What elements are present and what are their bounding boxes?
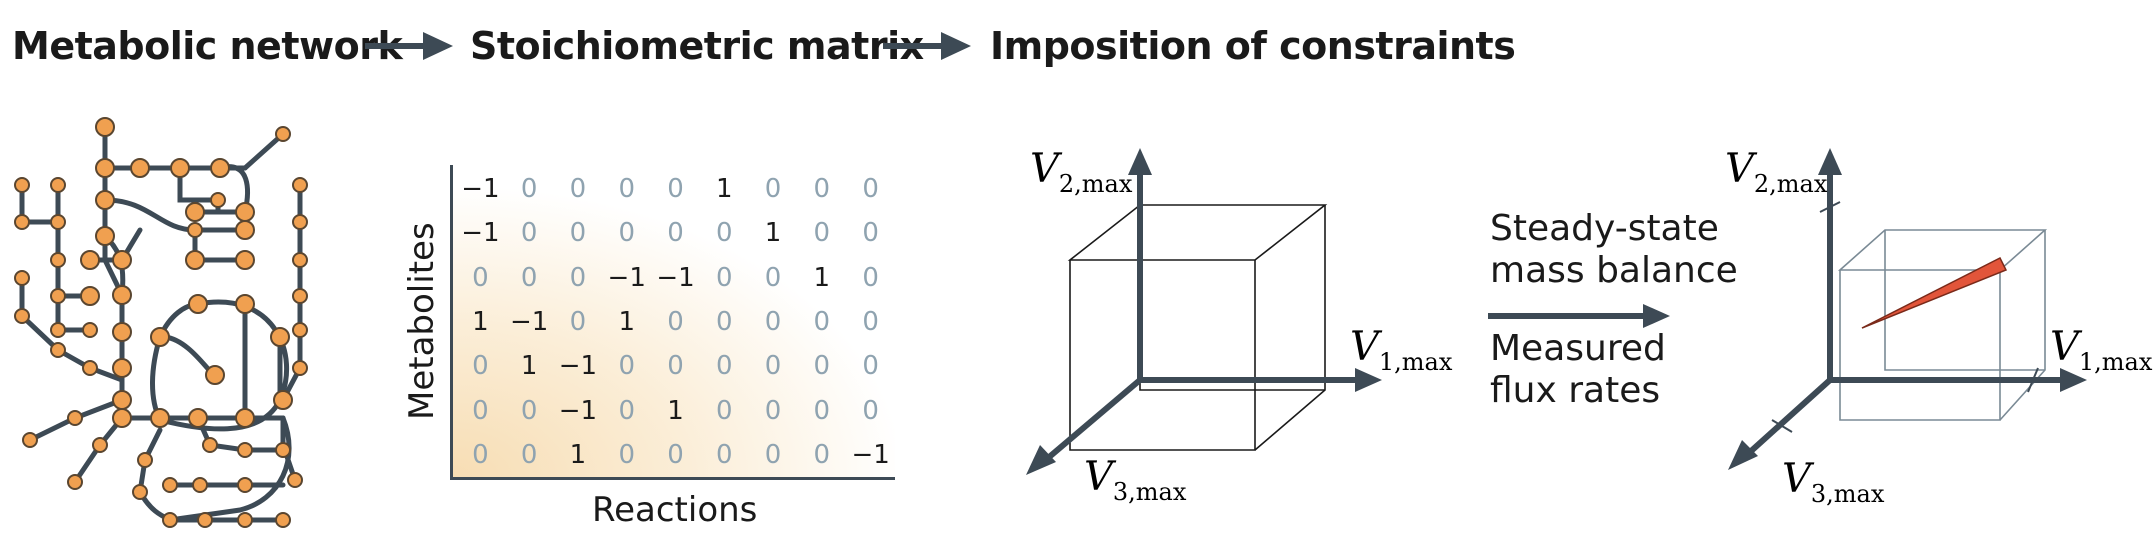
measured-flux-label: Measured flux rates — [1490, 328, 1666, 411]
matrix-cell: 1 — [667, 395, 684, 426]
matrix-cell: 0 — [813, 174, 831, 205]
matrix-cell: 0 — [764, 174, 782, 205]
matrix-cell: 0 — [862, 218, 879, 249]
stoichiometric-matrix — [450, 165, 895, 480]
matrix-cell: 0 — [764, 395, 782, 426]
matrix-cell: 0 — [764, 306, 782, 337]
matrix-cell: 0 — [813, 306, 831, 337]
matrix-cell: 1 — [715, 174, 733, 205]
matrix-cell: 0 — [472, 351, 489, 382]
matrix-cell: 0 — [813, 395, 831, 426]
cube-edges — [1070, 205, 1325, 450]
matrix-cell: 0 — [764, 439, 782, 470]
matrix-cell: 0 — [862, 174, 879, 205]
matrix-cell: 0 — [520, 395, 538, 426]
matrix-cell: −1 — [461, 174, 500, 205]
matrix-cell: 1 — [813, 262, 831, 293]
matrix-cell: 0 — [667, 174, 684, 205]
matrix-cell: 0 — [862, 351, 879, 382]
matrix-cell: 0 — [715, 218, 733, 249]
matrix-cell: 1 — [472, 306, 489, 337]
matrix-cell: 0 — [472, 439, 489, 470]
metabolic-network-graph — [0, 100, 320, 540]
matrix-cell: 0 — [618, 174, 635, 205]
matrix-cell: 0 — [715, 439, 733, 470]
matrix-cell: 1 — [618, 306, 635, 337]
matrix-cell: 0 — [667, 218, 684, 249]
solution-cone — [1862, 258, 2006, 328]
matrix-cell: 0 — [813, 218, 831, 249]
matrix-cell: −1 — [558, 395, 598, 426]
matrix-cell: 0 — [618, 218, 635, 249]
matrix-cell: 0 — [569, 218, 587, 249]
matrix-cell: 0 — [764, 351, 782, 382]
matrix-cell: 0 — [715, 351, 733, 382]
matrix-cell: 0 — [862, 262, 879, 293]
matrix-cell: 0 — [667, 351, 684, 382]
matrix-cell: 0 — [715, 306, 733, 337]
matrix-cell: 0 — [813, 439, 831, 470]
matrix-cell: −1 — [558, 351, 598, 382]
label-v3max: $V_{3,max}$ — [1084, 454, 1187, 506]
matrix-cell: −1 — [461, 218, 500, 249]
matrix-cell: 0 — [618, 351, 635, 382]
matrix-x-label: Reactions — [592, 490, 758, 530]
matrix-cell: 0 — [520, 439, 538, 470]
matrix-cell: −1 — [509, 306, 549, 337]
matrix-cell: 0 — [520, 174, 538, 205]
header-arrow-2 — [883, 16, 973, 76]
constrained-flux-space — [1710, 140, 2156, 520]
matrix-cell: 0 — [862, 395, 879, 426]
step-imposition-of-constraints: Imposition of constraints — [990, 24, 1516, 68]
matrix-cell: 0 — [715, 262, 733, 293]
matrix-cell: 1 — [520, 351, 538, 382]
label-v1max-right: $V_{1,max}$ — [2050, 324, 2153, 376]
matrix-cell: 0 — [569, 306, 587, 337]
matrix-cell: 0 — [667, 306, 684, 337]
matrix-cell: 0 — [715, 395, 733, 426]
matrix-cell: −1 — [851, 439, 890, 470]
matrix-cell: 1 — [764, 218, 782, 249]
matrix-axes — [450, 165, 895, 480]
label-v2max-right: $V_{2,max}$ — [1725, 146, 1828, 198]
step-metabolic-network: Metabolic network — [12, 24, 403, 68]
matrix-cell: 0 — [472, 262, 489, 293]
flux-space-cube — [1020, 140, 1470, 520]
matrix-cell: 0 — [520, 262, 538, 293]
matrix-cell: 0 — [667, 439, 684, 470]
matrix-cell: 0 — [618, 439, 635, 470]
header-arrow-1 — [365, 16, 455, 76]
matrix-cell: 0 — [569, 262, 587, 293]
network-nodes — [15, 118, 307, 527]
matrix-cell: 0 — [862, 306, 879, 337]
matrix-cell: 0 — [764, 262, 782, 293]
matrix-y-label: Metabolites — [402, 222, 442, 420]
steady-state-label: Steady-state mass balance — [1490, 208, 1738, 291]
matrix-cell: −1 — [656, 262, 695, 293]
step-stoichiometric-matrix: Stoichiometric matrix — [470, 24, 924, 68]
matrix-cell: 0 — [520, 218, 538, 249]
label-v3max-right: $V_{3,max}$ — [1782, 456, 1885, 508]
label-v2max: $V_{2,max}$ — [1030, 146, 1133, 198]
matrix-cell: 0 — [618, 395, 635, 426]
matrix-cell: −1 — [607, 262, 646, 293]
label-v1max: $V_{1,max}$ — [1350, 324, 1453, 376]
matrix-cell: 0 — [472, 395, 489, 426]
matrix-cell: 1 — [569, 439, 587, 470]
matrix-cell: 0 — [813, 351, 831, 382]
matrix-cell: 0 — [569, 174, 587, 205]
